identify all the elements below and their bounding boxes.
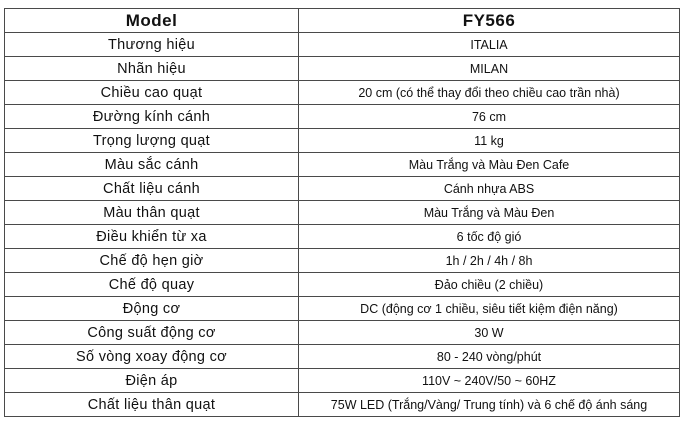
- spec-label: Trọng lượng quạt: [5, 129, 299, 153]
- spec-label: Màu sắc cánh: [5, 153, 299, 177]
- table-row: [5, 81, 680, 105]
- spec-value: DC (động cơ 1 chiều, siêu tiết kiệm điện năng): [299, 297, 680, 321]
- spec-label: Động cơ: [5, 297, 299, 321]
- table-row: [5, 57, 680, 81]
- table-row: [5, 345, 680, 369]
- spec-value: Màu Trắng và Màu Đen Cafe: [299, 153, 680, 177]
- spec-label: Điều khiển từ xa: [5, 225, 299, 249]
- header-label-cell: Model: [5, 9, 299, 33]
- spec-label: Màu thân quạt: [5, 201, 299, 225]
- spec-label: Chế độ hẹn giờ: [5, 249, 299, 273]
- table-row: [5, 105, 680, 129]
- table-row: [5, 129, 680, 153]
- spec-label: Thương hiệu: [5, 33, 299, 57]
- header-row: [5, 9, 680, 33]
- spec-label: Nhãn hiệu: [5, 57, 299, 81]
- spec-value: ITALIA: [299, 33, 680, 57]
- spec-value: Đảo chiều (2 chiều): [299, 273, 680, 297]
- table-row: [5, 201, 680, 225]
- spec-label: Điện áp: [5, 369, 299, 393]
- spec-label: Chiều cao quạt: [5, 81, 299, 105]
- table-row: [5, 177, 680, 201]
- spec-value: 1h / 2h / 4h / 8h: [299, 249, 680, 273]
- spec-value: 75W LED (Trắng/Vàng/ Trung tính) và 6 chế độ ánh sáng: [299, 393, 680, 417]
- spec-label: Công suất động cơ: [5, 321, 299, 345]
- spec-label: Chất liệu cánh: [5, 177, 299, 201]
- spec-value: 80 - 240 vòng/phút: [299, 345, 680, 369]
- spec-value: 30 W: [299, 321, 680, 345]
- spec-label: Đường kính cánh: [5, 105, 299, 129]
- spec-table-body: [5, 33, 680, 417]
- spec-label: Chất liệu thân quạt: [5, 393, 299, 417]
- table-row: [5, 225, 680, 249]
- spec-value: Màu Trắng và Màu Đen: [299, 201, 680, 225]
- table-row: [5, 393, 680, 417]
- spec-value: MILAN: [299, 57, 680, 81]
- table-row: [5, 33, 680, 57]
- spec-table-header: [5, 9, 680, 33]
- spec-value: 76 cm: [299, 105, 680, 129]
- table-row: [5, 249, 680, 273]
- spec-label: Chế độ quay: [5, 273, 299, 297]
- table-row: [5, 369, 680, 393]
- table-row: [5, 321, 680, 345]
- table-row: [5, 297, 680, 321]
- spec-label: Số vòng xoay động cơ: [5, 345, 299, 369]
- spec-value: 20 cm (có thể thay đổi theo chiều cao trần nhà): [299, 81, 680, 105]
- spec-value: 6 tốc độ gió: [299, 225, 680, 249]
- header-value-cell: FY566: [299, 9, 680, 33]
- table-row: [5, 273, 680, 297]
- spec-value: Cánh nhựa ABS: [299, 177, 680, 201]
- table-row: [5, 153, 680, 177]
- spec-value: 110V ~ 240V/50 ~ 60HZ: [299, 369, 680, 393]
- spec-value: 11 kg: [299, 129, 680, 153]
- spec-table: [4, 8, 680, 417]
